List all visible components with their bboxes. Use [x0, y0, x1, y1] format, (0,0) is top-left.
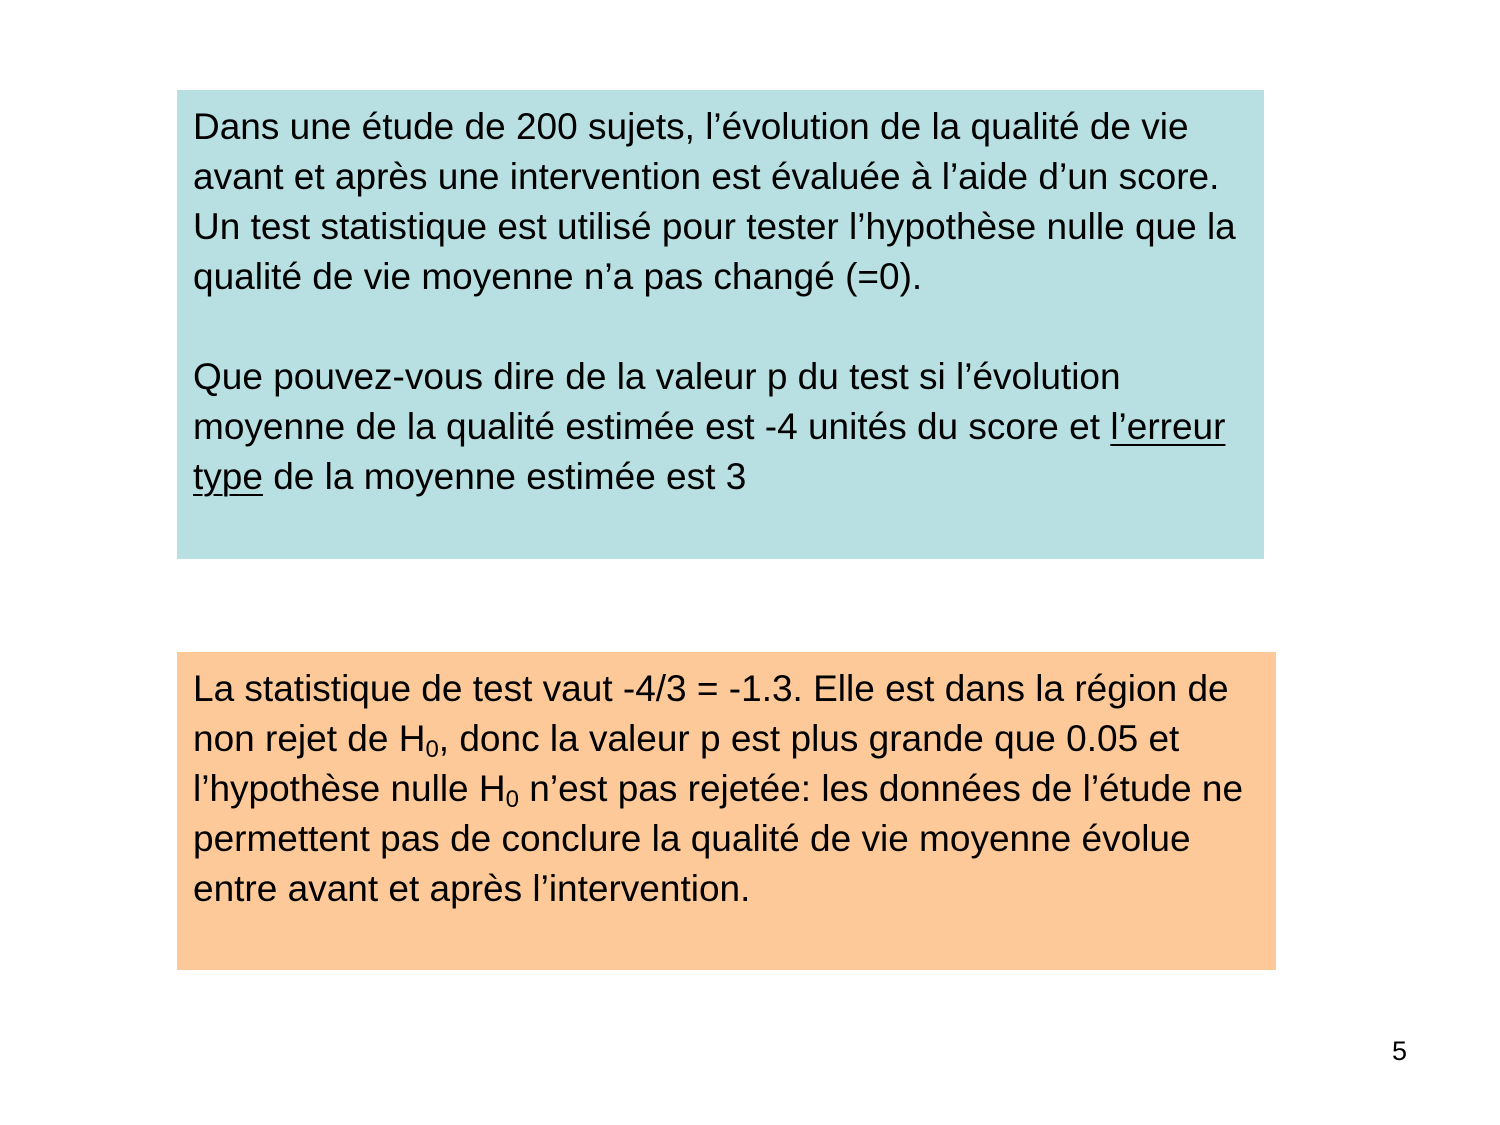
- h0-subscript: 0: [505, 786, 519, 813]
- answer-text-part-3: n’est pas rejetée: les données de l’étude ne permettent pas de conclure la qualité de vie moyenne évolue entre avant et après l’intervention.: [193, 768, 1244, 909]
- answer-paragraph: [193, 664, 1266, 914]
- question-text-tail: de la moyenne estimée est 3: [262, 456, 747, 497]
- paragraph-spacer: [193, 302, 1254, 352]
- h0-subscript: 0: [425, 736, 439, 763]
- question-paragraph-2: [193, 352, 1254, 502]
- answer-box: [177, 652, 1276, 970]
- standard-error-term: l’erreur type: [193, 406, 1226, 497]
- answer-text-part-1: La statistique de test vaut -4/3 = -1.3. Elle est dans la région de non rejet de H: [193, 668, 1229, 759]
- question-paragraph-1: Dans une étude de 200 sujets, l’évolution de la qualité de vie avant et après une intervention est évaluée à l’aide d’un score. Un test statistique est utilisé pour tester l’hypothèse nulle que la qualité de vie moyenne n’a pas changé (=0).: [193, 106, 1236, 297]
- question-box: [177, 90, 1264, 559]
- page-number: 5: [1392, 1036, 1408, 1066]
- question-text-lead: Que pouvez-vous dire de la valeur p du test si l’évolution moyenne de la qualité estimée est -4 unités du score et: [193, 356, 1121, 447]
- answer-text-part-2: , donc la valeur p est plus grande que 0.05 et l’hypothèse nulle H: [193, 718, 1180, 809]
